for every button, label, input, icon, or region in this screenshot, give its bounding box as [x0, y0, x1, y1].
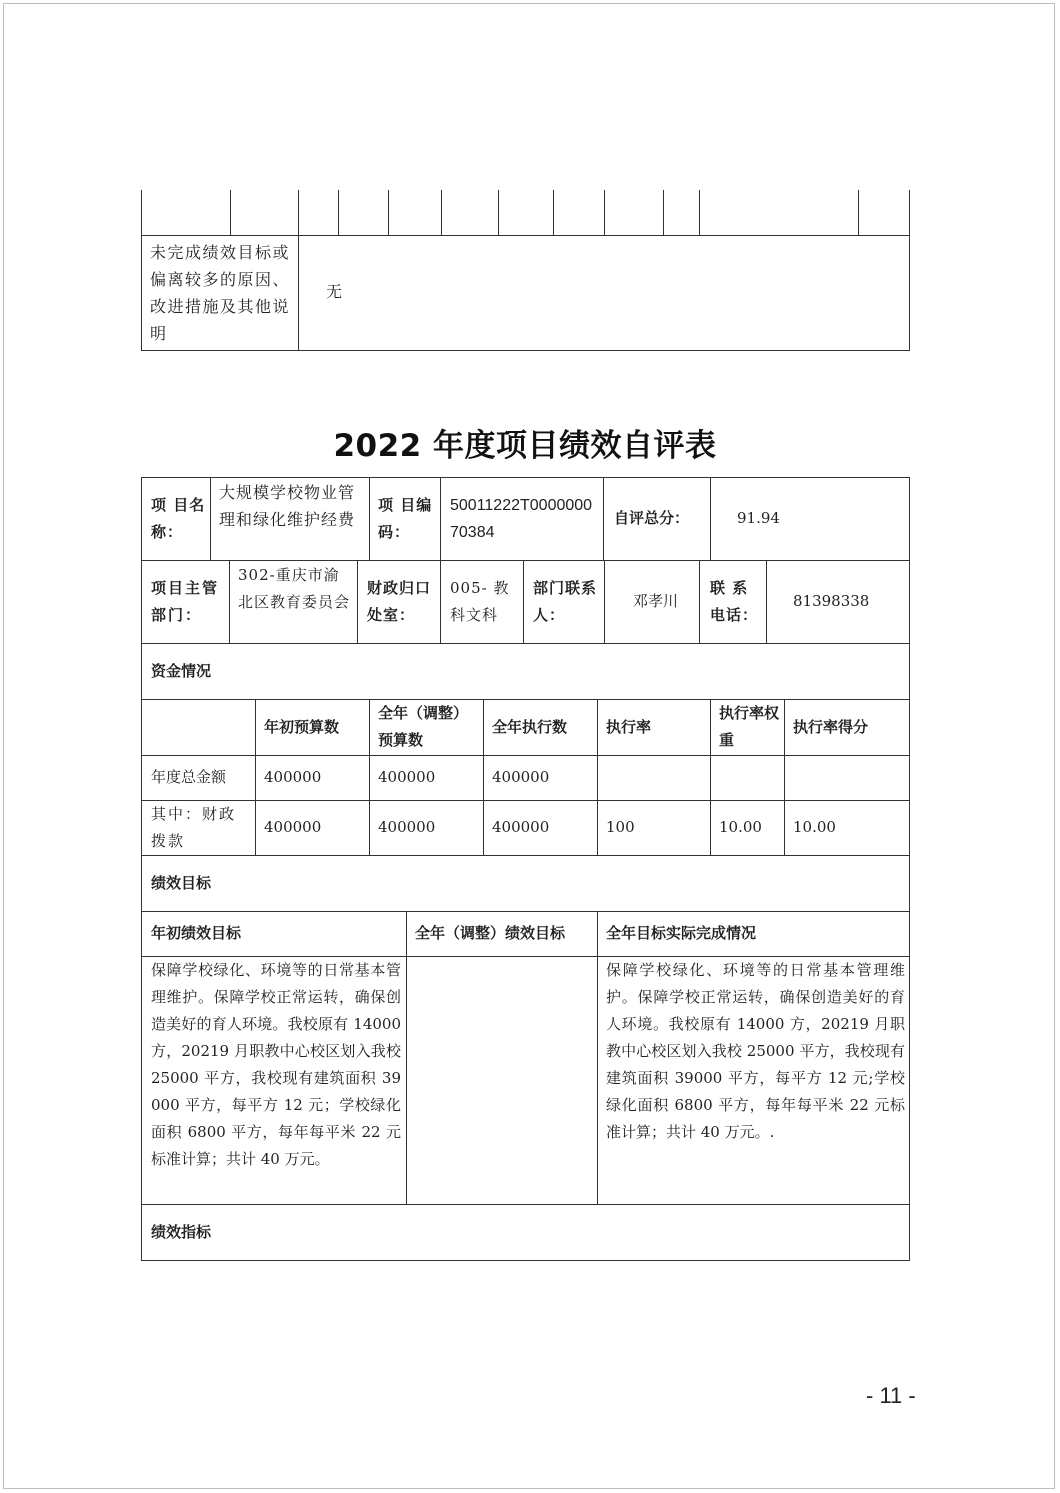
phone-label: 联 系电话： [710, 579, 759, 624]
finance-value: 005- 教科文科 [450, 579, 510, 624]
funds-header-score: 执行率得分 [793, 718, 869, 736]
finance-label: 财政归口处室： [367, 579, 432, 624]
page-number: - 11 - [866, 1383, 916, 1408]
funds-row-fiscal-executed: 400000 [492, 818, 550, 836]
goals-section-title: 绩效目标 [151, 874, 212, 892]
funds-header-initial: 年初预算数 [264, 718, 340, 736]
note-value: 无 [326, 282, 343, 301]
fragment-note-row [141, 235, 910, 351]
goals-header-adjusted: 全年（调整）绩效目标 [415, 924, 566, 942]
funds-row-total-executed: 400000 [492, 768, 550, 786]
funds-header-adjusted: 全年（调整）预算数 [378, 704, 469, 749]
contact-label: 部门联系人： [533, 579, 598, 624]
dept-label: 项目主管部门： [151, 579, 220, 624]
goals-header-actual: 全年目标实际完成情况 [606, 924, 757, 942]
goals-header-initial: 年初绩效目标 [151, 924, 242, 942]
funds-row-total-initial: 400000 [264, 768, 322, 786]
goals-actual-text: 保障学校绿化、环境等的日常基本管理维护。保障学校正常运转，确保创造美好的育人环境。我校原有 14000 方，20219 月职教中心校区划入我校 25000 平方，我校现有建筑面积 39000 平方，每平方 12 元;学校绿化面积 6800 平方，每年每平米 22 元标准计算；共计 40 万元。. [606, 961, 905, 1141]
indicators-section-title: 绩效指标 [151, 1223, 212, 1241]
note-label: 未完成绩效目标或偏离较多的原因、改进措施及其他说明 [142, 235, 299, 350]
funds-header-weight: 执行率权重 [719, 704, 780, 749]
funds-row-fiscal-adjusted: 400000 [378, 818, 436, 836]
funds-row-fiscal-score: 10.00 [793, 818, 836, 836]
score-value: 91.94 [737, 509, 780, 527]
funds-row-fiscal-label: 其中：财政拨款 [151, 805, 237, 850]
dept-value: 302-重庆市渝北区教育委员会 [238, 566, 351, 611]
phone-value: 81398338 [793, 592, 870, 610]
funds-header-executed: 全年执行数 [492, 718, 568, 736]
funds-row-fiscal-weight: 10.00 [719, 818, 762, 836]
project-code-label: 项 目编码： [378, 496, 433, 541]
project-name-label: 项 目名称： [151, 496, 206, 541]
funds-row-total-adjusted: 400000 [378, 768, 436, 786]
project-code-value: 50011222T000000070384 [450, 497, 593, 541]
page-border [3, 3, 1055, 1489]
page-title: 2022 年度项目绩效自评表 [333, 428, 717, 464]
funds-section-title: 资金情况 [151, 662, 212, 680]
contact-value: 邓孝川 [633, 592, 679, 610]
goals-initial-text: 保障学校绿化、环境等的日常基本管理维护。保障学校正常运转，确保创造美好的育人环境。我校原有 14000 方，20219 月职教中心校区划入我校 25000 平方，我校现有建筑面积 39000 平方，每平方 12 元；学校绿化面积 6800 平方，每年每平米 22 元标准计算；共计 40 万元。 [151, 961, 401, 1168]
project-name-value: 大规模学校物业管理和绿化维护经费 [219, 483, 356, 529]
score-label: 自评总分： [614, 509, 690, 527]
funds-row-fiscal-initial: 400000 [264, 818, 322, 836]
funds-row-fiscal-rate: 100 [606, 818, 635, 836]
funds-header-rate: 执行率 [606, 718, 652, 736]
funds-row-total-label: 年度总金额 [151, 768, 227, 786]
